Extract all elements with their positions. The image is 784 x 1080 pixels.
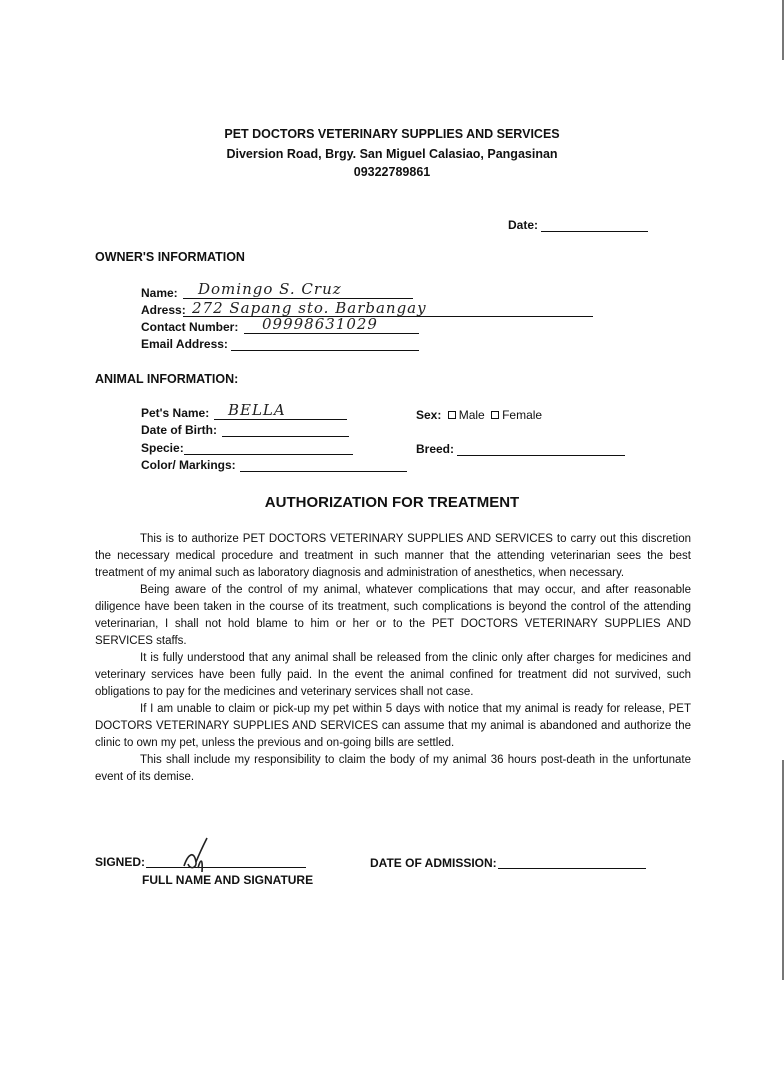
paragraph-2: Being aware of the control of my animal, whatever complications that may occur, and after reasonable diligence have been taken in the course of its treatment, such complications is beyond the control of the attending veterinarian, I shall not hold blame to him or her or to the PET DOCTORS VETERINARY SUPPLIES AND SERVICES staffs. [95, 584, 691, 647]
male-label: Male [458, 408, 485, 422]
specie-label: Specie: [141, 441, 184, 455]
company-address: Diversion Road, Brgy. San Miguel Calasiao, Pangasinan [226, 147, 558, 161]
female-checkbox[interactable] [491, 411, 499, 419]
signature-field[interactable] [146, 867, 306, 868]
paragraph-1: This is to authorize PET DOCTORS VETERINARY SUPPLIES AND SERVICES to carry out this discretion the necessary medical procedure and treatment in such manner that the attending veterinarian sees the best treatment of my animal such as laboratory diagnosis and administration of anesthetics, when necessary. [95, 533, 691, 579]
signature-caption: FULL NAME AND SIGNATURE [142, 873, 314, 887]
contact-number-value: 09998631029 [262, 315, 378, 333]
authorization-title: AUTHORIZATION FOR TREATMENT [264, 494, 520, 511]
color-markings-label: Color/ Markings: [141, 458, 236, 472]
company-phone: 09322789861 [353, 165, 431, 179]
pet-name-value: BELLA [228, 401, 286, 419]
paragraph-5: This shall include my responsibility to claim the body of my animal 36 hours post-death in the unfortunate event of its demise. [95, 754, 691, 783]
contact-number-field[interactable] [244, 333, 419, 334]
sex-label: Sex: [416, 408, 442, 422]
email-field[interactable] [231, 350, 419, 351]
signed-label: SIGNED: [95, 855, 146, 869]
paragraph-4: If I am unable to claim or pick-up my pet within 5 days with notice that my animal is ready for release, PET DOCTORS VETERINARY SUPPLIES AND SERVICES can assume that my animal is abandoned and authorize the clinic to own my pet, unless the previous and on-going bills are settled. [95, 703, 691, 749]
animal-section-title: ANIMAL INFORMATION: [95, 372, 239, 386]
owner-address-label: Adress: [141, 303, 186, 317]
owner-address-value: 272 Sapang sto. Barbangay [192, 299, 427, 317]
male-checkbox[interactable] [448, 411, 456, 419]
specie-field[interactable] [184, 454, 353, 455]
breed-label: Breed: [416, 442, 455, 456]
dob-label: Date of Birth: [141, 423, 217, 437]
date-label: Date: [508, 218, 539, 232]
contact-number-label: Contact Number: [141, 320, 239, 334]
pet-name-label: Pet's Name: [141, 406, 210, 420]
date-field[interactable] [541, 231, 648, 232]
sex-group [416, 408, 542, 422]
breed-field[interactable] [457, 455, 625, 456]
paragraph-3: It is fully understood that any animal shall be released from the clinic only after charges for medicines and veterinary services have been fully paid. In the event the animal confined for treatment did not survived, such obligations to pay for the medicines and veterinary services shall not case. [95, 652, 691, 698]
pet-name-field[interactable] [214, 419, 347, 420]
authorization-body [95, 531, 691, 786]
owner-name-value: Domingo S. Cruz [198, 280, 342, 298]
owner-section-title: OWNER'S INFORMATION [95, 250, 245, 264]
female-label: Female [502, 408, 543, 422]
admission-date-field[interactable] [498, 868, 646, 869]
company-name: PET DOCTORS VETERINARY SUPPLIES AND SERVICES [224, 127, 560, 141]
owner-name-label: Name: [141, 286, 178, 300]
dob-field[interactable] [222, 436, 349, 437]
email-label: Email Address: [141, 337, 228, 351]
color-markings-field[interactable] [240, 471, 407, 472]
admission-date-label: DATE OF ADMISSION: [370, 856, 497, 870]
